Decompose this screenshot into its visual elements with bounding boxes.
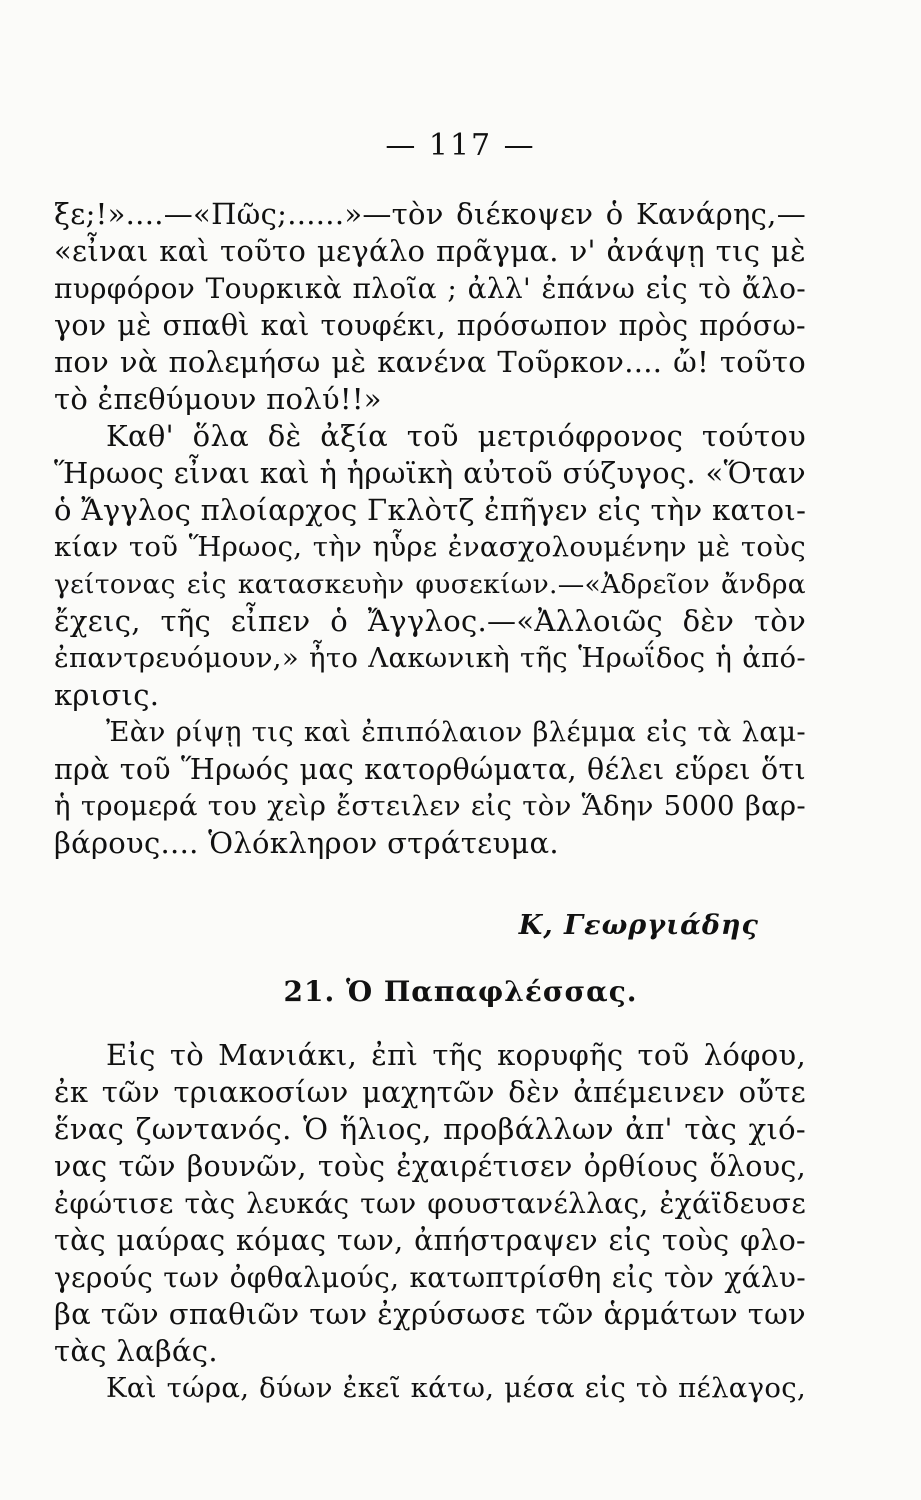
text-line: πυρφόρον Τουρκικὰ πλοῖα ; ἀλλ' ἐπάνω εἰς τὸ ἄλο-	[54, 272, 806, 305]
text-line: πον νὰ πολεμήσω μὲ κανένα Τοῦρκον.... ὤ! τοῦτο	[54, 345, 806, 379]
text-line: νας τῶν βουνῶν, τοὺς ἐχαιρέτισεν ὀρθίους ὅλους,	[54, 1150, 806, 1183]
text-line: ὁ Ἄγγλος πλοίαρχος Γκλὸτζ ἐπῆγεν εἰς τὴν κατοι-	[54, 493, 807, 527]
text-line: κίαν τοῦ Ἥρωος, τὴν ηὗρε ἐνασχολουμένην μὲ τοὺς	[54, 531, 806, 563]
text-line: ἕνας ζωντανός. Ὁ ἥλιος, προβάλλων ἀπ' τὰς χιό-	[54, 1112, 806, 1146]
text-line: Καὶ τώρα, δύων ἐκεῖ κάτω, μέσα εἰς τὸ πέλαγος,	[106, 1372, 806, 1404]
text-line: ἐκ τῶν τριακοσίων μαχητῶν δὲν ἀπέμεινεν οὔτε	[54, 1075, 806, 1109]
text-line: γον μὲ σπαθὶ καὶ τουφέκι, πρόσωπον πρὸς πρόσω-	[54, 309, 806, 342]
page-number: — 117 —	[385, 128, 536, 163]
text-line: Καθ' ὅλα δὲ ἀξία τοῦ μετριόφρονος τούτου	[106, 419, 806, 453]
text-line: τὰς λαβάς.	[54, 1334, 218, 1368]
text-line: ξε;!»....—«Πῶς;......»—τὸν διέκοψεν ὁ Κανάρης,—	[54, 197, 806, 231]
text-line: Ἥρωος εἶναι καὶ ἡ ἡρωϊκὴ αὐτοῦ σύζυγος. «Ὅταν	[54, 456, 806, 490]
text-block-kanaris	[54, 196, 806, 862]
text-line: τὰς μαύρας κόμας των, ἀπήστραψεν εἰς τοὺς φλο-	[54, 1224, 806, 1257]
text-line: «εἶναι καὶ τοῦτο μεγάλο πρᾶγμα. ν' ἀνάψῃ τις μὲ	[54, 234, 806, 268]
section-heading: 21. Ὁ Παπαφλέσσας.	[283, 975, 638, 1008]
text-block-papaflessas	[54, 1037, 806, 1407]
text-line: βάρους.... Ὁλόκληρον στράτευμα.	[54, 826, 559, 860]
text-line: ἔχεις, τῆς εἶπεν ὁ Ἄγγλος.—«Ἀλλοιῶς δὲν τὸν	[54, 604, 806, 638]
text-line: κρισις.	[54, 678, 160, 712]
text-line: Εἰς τὸ Μανιάκι, ἐπὶ τῆς κορυφῆς τοῦ λόφου,	[106, 1038, 806, 1072]
text-line: ἡ τρομερά του χεὶρ ἔστειλεν εἰς τὸν Ἅδην 5000 βαρ-	[54, 790, 806, 822]
text-line: γείτονας εἰς κατασκευὴν φυσεκίων.—«Ἀδρεῖον ἄνδρα	[54, 569, 806, 600]
text-line: πρὰ τοῦ Ἥρωός μας κατορθώματα, θέλει εὕρει ὅτι	[54, 753, 806, 786]
text-line: ἐπαντρευόμουν,» ἦτο Λακωνικὴ τῆς Ἡρωΐδος ἡ ἀπό-	[54, 642, 806, 674]
text-line: γερούς των ὀφθαλμούς, κατωπτρίσθη εἰς τὸν χάλυ-	[54, 1261, 806, 1294]
text-line: Ἐὰν ρίψῃ τις καὶ ἐπιπόλαιον βλέμμα εἰς τὰ λαμ-	[106, 716, 806, 748]
text-line: βα τῶν σπαθιῶν των ἐχρύσωσε τῶν ἁρμάτων των	[54, 1297, 806, 1331]
text-line: τὸ ἐπεθύμουν πολύ!!»	[54, 382, 382, 416]
author-signature: Κ, Γεωργιάδης	[518, 910, 759, 941]
text-line: ἐφώτισε τὰς λευκάς των φουστανέλλας, ἐχάϊδευσε	[54, 1187, 806, 1220]
